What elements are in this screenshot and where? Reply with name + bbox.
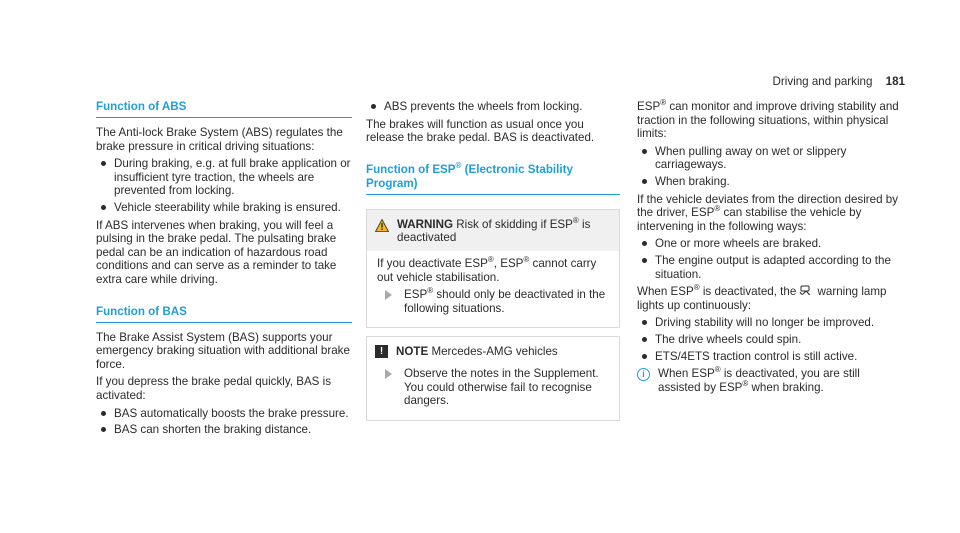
esp-deactivated-list — [637, 316, 901, 363]
section-title: Driving and parking — [772, 75, 873, 88]
abs-intro: The Anti-lock Brake System (ABS) regulates the brake pressure in critical driving situations: — [96, 126, 343, 153]
esp-off-icon — [799, 285, 811, 297]
warning-box-body — [367, 251, 619, 327]
note-box — [366, 336, 620, 420]
note-icon: ! — [375, 345, 388, 358]
list-item: During braking, e.g. at full brake application or insufficient tyre traction, the wheels are prevented from locking. — [96, 157, 352, 198]
list-item: When braking. — [637, 175, 901, 189]
note-title: NOTE Mercedes-AMG vehicles — [396, 345, 558, 359]
abs-paragraph: If ABS intervenes when braking, you will feel a pulsing in the brake pedal. The pulsating brake pedal can be an indication of hazardous road conditions and can serve as a reminder to take extra care while driving. — [96, 218, 337, 286]
page-header — [773, 75, 905, 89]
info-icon: i — [637, 368, 650, 381]
warning-title: WARNING Risk of skidding if ESP® is deactivated — [397, 215, 591, 245]
warning-box — [366, 209, 620, 329]
esp-heading-rule — [366, 160, 620, 195]
note-box-header — [367, 337, 619, 363]
bas-release-paragraph: The brakes will function as usual once you release the brake pedal. BAS is deactivated. — [366, 117, 595, 145]
list-item: Driving stability will no longer be improved. — [637, 316, 901, 330]
esp-deviate-paragraph: If the vehicle deviates from the direction desired by the driver, ESP® can stabilise the vehicle by intervening in the following ways: — [637, 192, 898, 233]
list-item: ETS/4ETS traction control is still active. — [637, 350, 901, 364]
warning-triangle-icon — [375, 219, 389, 232]
abs-heading: Function of ABS — [96, 100, 187, 113]
bas-paragraph: If you depress the brake pedal quickly, BAS is activated: — [96, 375, 332, 402]
list-item: When pulling away on wet or slippery carriageways. — [637, 145, 901, 172]
bas-heading: Function of BAS — [96, 304, 187, 318]
bas-heading-rule — [96, 305, 352, 323]
warning-box-header — [367, 210, 619, 251]
list-item: ABS prevents the wheels from locking. — [366, 100, 620, 114]
column-2 — [366, 100, 620, 429]
bas-intro: The Brake Assist System (BAS) supports your emergency braking situation with additional brake force. — [96, 330, 350, 371]
esp-deactivated-paragraph: When ESP® is deactivated, the warning lamp lights up continuously: — [637, 283, 887, 312]
list-item: The drive wheels could spin. — [637, 333, 901, 347]
list-item: One or more wheels are braked. — [637, 237, 901, 251]
abs-bullet-list — [96, 157, 352, 214]
list-item: Vehicle steerability while braking is ensured. — [96, 201, 352, 215]
esp-heading: Function of ESP® (Electronic Stability Program) — [366, 160, 573, 190]
list-item: The engine output is adapted according to the situation. — [637, 254, 901, 281]
note-action: Observe the notes in the Supplement. You could otherwise fail to recognise dangers. — [377, 367, 609, 408]
arrow-right-icon — [385, 369, 392, 379]
esp-situations-list — [637, 145, 901, 189]
arrow-right-icon — [385, 290, 392, 300]
column-1 — [96, 100, 352, 441]
page-number: 181 — [885, 75, 905, 88]
esp-intro: ESP® can monitor and improve driving stability and traction in the following situations, within physical limits: — [637, 98, 899, 141]
warning-action: ESP® should only be deactivated in the following situations. — [377, 288, 609, 315]
list-item: BAS automatically boosts the brake pressure. — [96, 407, 352, 421]
bas-bullet-list — [96, 407, 352, 437]
column-3 — [637, 100, 901, 394]
bas-bullet-list-continued — [366, 100, 620, 114]
list-item: BAS can shorten the braking distance. — [96, 423, 352, 437]
abs-heading-rule — [96, 100, 352, 118]
warning-label: WARNING — [397, 217, 454, 231]
esp-intervention-list — [637, 237, 901, 281]
warning-text: If you deactivate ESP®, ESP® cannot carry out vehicle stabilisation. — [377, 255, 597, 284]
info-note: i When ESP® is deactivated, you are still assisted by ESP® when braking. — [637, 367, 901, 394]
note-box-body — [367, 367, 619, 420]
